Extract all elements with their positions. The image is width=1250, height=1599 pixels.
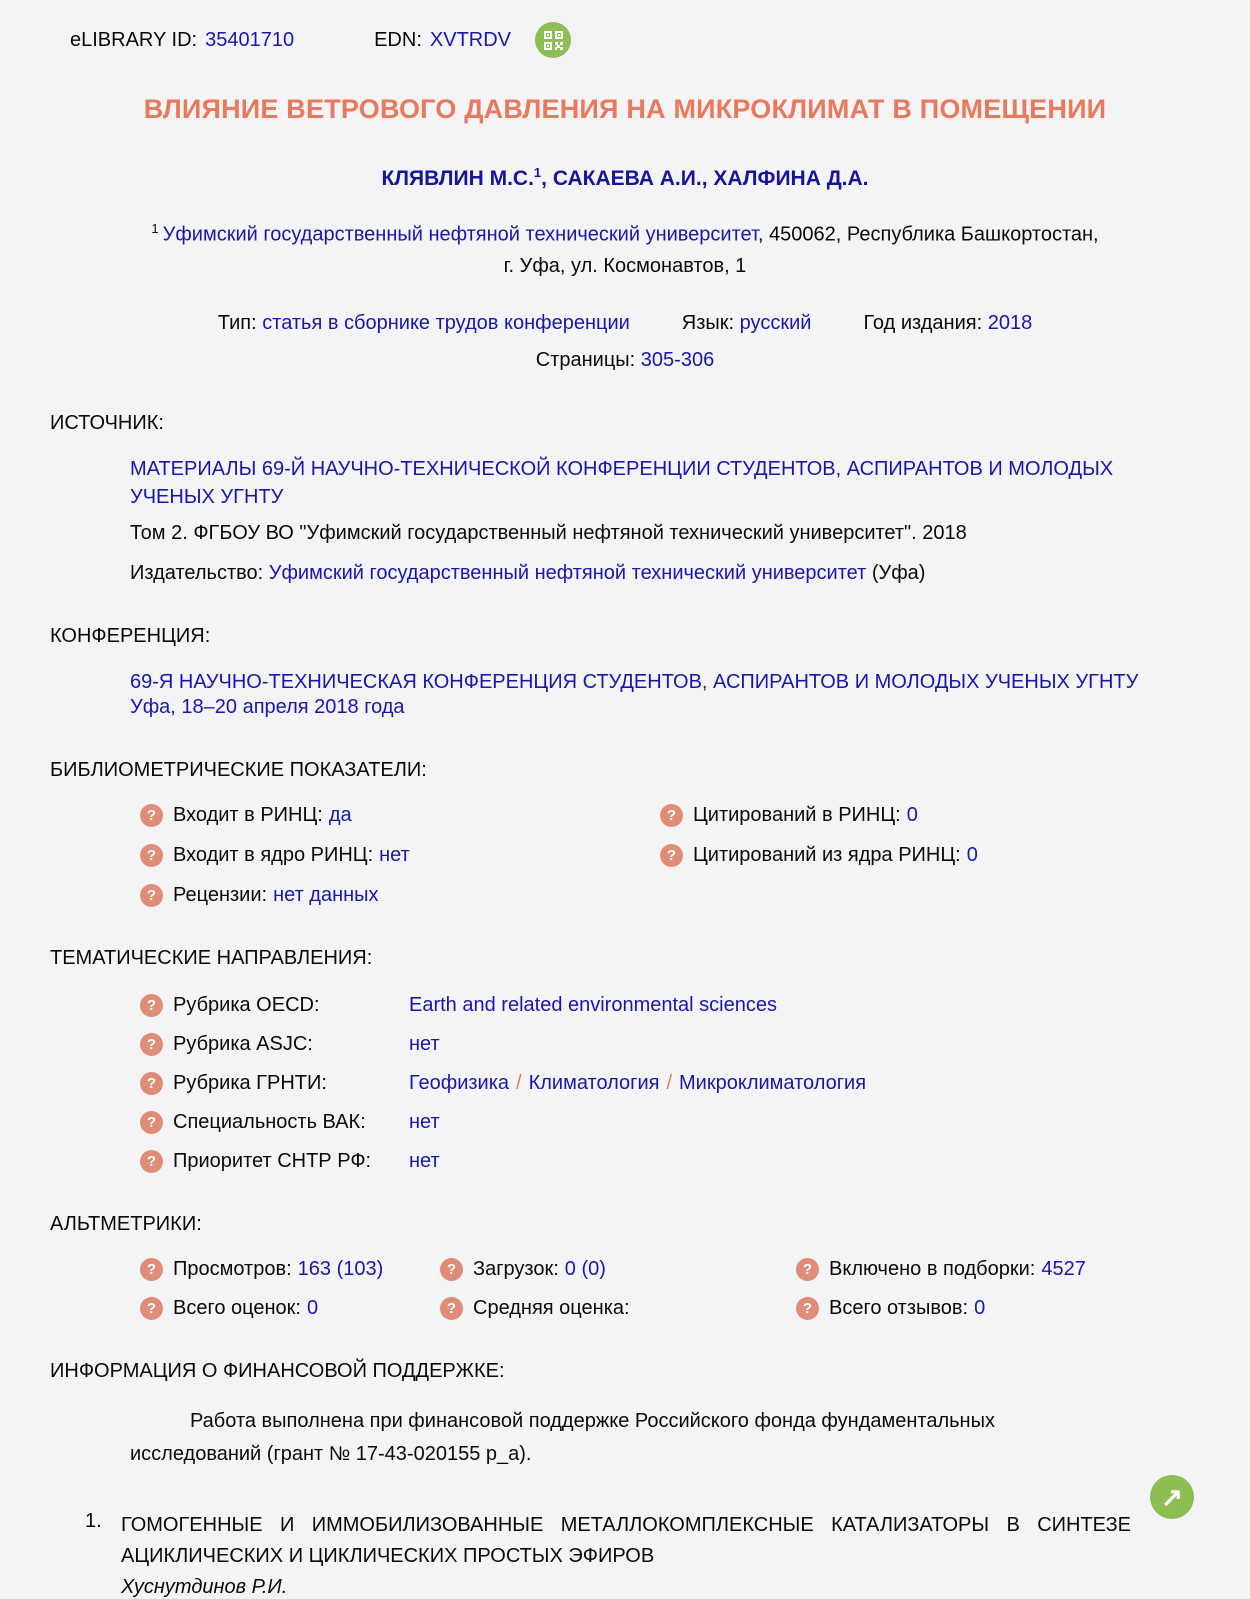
help-icon[interactable]: ? xyxy=(140,804,163,827)
metric-rinc-core-included xyxy=(140,844,660,867)
affiliation-org-link[interactable]: Уфимский государственный нефтяной технический университет xyxy=(162,223,758,246)
metric-label: Входит в ядро РИНЦ: xyxy=(173,844,374,867)
help-icon[interactable]: ? xyxy=(140,1150,163,1173)
page-title: ВЛИЯНИЕ ВЕТРОВОГО ДАВЛЕНИЯ НА МИКРОКЛИМАТ В ПОМЕЩЕНИИ xyxy=(143,94,1107,124)
elibrary-id-value[interactable]: 35401710 xyxy=(205,28,295,51)
metric-label: Цитирований из ядра РИНЦ: xyxy=(693,844,961,867)
publisher-label: Издательство: xyxy=(130,561,264,584)
language-label: Язык: xyxy=(681,311,735,334)
affiliation xyxy=(0,219,1250,282)
authors-line xyxy=(0,165,1250,191)
topic-label: Рубрика OECD: xyxy=(173,994,320,1017)
meta-year xyxy=(863,312,1032,335)
topic-value-link[interactable]: нет xyxy=(409,1033,440,1056)
conference-heading: КОНФЕРЕНЦИЯ: xyxy=(50,624,211,647)
source-title-link[interactable]: МАТЕРИАЛЫ 69-Й НАУЧНО-ТЕХНИЧЕСКОЙ КОНФЕРЕНЦИИ СТУДЕНТОВ, АСПИРАНТОВ И МОЛОДЫХ УЧЕНЫХ УГНТУ xyxy=(130,457,1114,509)
metric-collections xyxy=(796,1258,1086,1281)
slash-separator: / xyxy=(666,1072,673,1095)
external-link-button[interactable] xyxy=(1150,1475,1194,1519)
conference-body xyxy=(130,668,1250,719)
type-value-link[interactable]: статья в сборнике трудов конференции xyxy=(262,311,630,334)
author-link-1[interactable]: КЛЯВЛИН М.С. xyxy=(381,167,534,190)
language-value-link[interactable]: русский xyxy=(739,311,812,334)
source-body xyxy=(130,455,1250,585)
metric-label: Включено в подборки: xyxy=(829,1258,1036,1281)
meta-type xyxy=(218,312,630,335)
source-publisher xyxy=(130,562,1250,585)
meta-language xyxy=(682,312,812,335)
qr-code-icon[interactable] xyxy=(535,22,571,58)
funding-text: Работа выполнена при финансовой поддержке Российского фонда фундаментальных исследований (грант № 17-43-020155 р_а). xyxy=(130,1410,995,1465)
reference-title-link[interactable]: ГОМОГЕННЫЕ И ИММОБИЛИЗОВАННЫЕ МЕТАЛЛОКОМПЛЕКСНЫЕ КАТАЛИЗАТОРЫ В СИНТЕЗЕ АЦИКЛИЧЕСКИХ И ЦИКЛИЧЕСКИХ ПРОСТЫХ ЭФИРОВ xyxy=(121,1514,1131,1567)
help-icon[interactable]: ? xyxy=(440,1297,463,1320)
metric-total-reviews xyxy=(796,1297,1086,1320)
topic-label: Специальность ВАК: xyxy=(173,1111,366,1134)
pages-value-link[interactable]: 305-306 xyxy=(640,348,715,371)
help-icon[interactable]: ? xyxy=(796,1297,819,1320)
metric-reviews xyxy=(140,884,660,907)
topic-label: Рубрика ГРНТИ: xyxy=(173,1072,327,1095)
help-icon[interactable]: ? xyxy=(140,1072,163,1095)
affiliation-line-2: г. Уфа, ул. Космонавтов, 1 xyxy=(503,254,747,277)
metric-label: Рецензии: xyxy=(173,884,268,907)
altmetrics-grid xyxy=(140,1258,1250,1320)
topics-list xyxy=(140,994,1250,1173)
edn-value[interactable]: XVTRDV xyxy=(429,28,512,51)
bibliometrics-heading: БИБЛИОМЕТРИЧЕСКИЕ ПОКАЗАТЕЛИ: xyxy=(50,759,427,782)
source-volume: Том 2. ФГБОУ ВО "Уфимский государственный нефтяной технический университет". 2018 xyxy=(130,522,967,545)
year-value-link[interactable]: 2018 xyxy=(987,311,1033,334)
topic-row-oecd xyxy=(140,994,1250,1017)
affiliation-line-1 xyxy=(0,219,1250,251)
metric-rinc-included xyxy=(140,804,660,827)
topic-label: Приоритет СНТР РФ: xyxy=(173,1150,372,1173)
help-icon[interactable]: ? xyxy=(140,884,163,907)
metric-downloads xyxy=(440,1258,796,1281)
metric-rinc-core-citations xyxy=(660,844,978,867)
metric-value[interactable]: 0 xyxy=(306,1297,319,1320)
author-separator: , xyxy=(701,167,714,190)
altmetrics-heading: АЛЬТМЕТРИКИ: xyxy=(50,1213,202,1236)
metric-label: Загрузок: xyxy=(473,1258,559,1281)
metric-total-ratings xyxy=(140,1297,440,1320)
article-meta xyxy=(0,312,1250,335)
topic-value-link[interactable]: нет xyxy=(409,1150,440,1173)
reference-authors: Хуснутдинов Р.И. xyxy=(121,1576,288,1598)
topic-row-grnti xyxy=(140,1072,1250,1095)
help-icon[interactable]: ? xyxy=(796,1258,819,1281)
metric-value[interactable]: да xyxy=(328,804,352,827)
type-label: Тип: xyxy=(217,311,257,334)
pages-label: Страницы: xyxy=(535,348,636,371)
author-1-affiliation-sup: 1 xyxy=(533,165,542,180)
funding-heading: ИНФОРМАЦИЯ О ФИНАНСОВОЙ ПОДДЕРЖКЕ: xyxy=(50,1360,505,1383)
help-icon[interactable]: ? xyxy=(140,844,163,867)
topic-row-vak xyxy=(140,1111,1250,1134)
affiliation-address: , 450062, Республика Башкортостан, xyxy=(757,223,1099,246)
help-icon[interactable]: ? xyxy=(140,1258,163,1281)
topic-value-link[interactable]: Геофизика xyxy=(409,1072,510,1095)
metric-value[interactable]: 0 xyxy=(974,1297,986,1320)
source-heading: ИСТОЧНИК: xyxy=(50,411,164,434)
topic-row-sntr xyxy=(140,1150,1250,1173)
topic-value-link[interactable]: Климатология xyxy=(528,1072,660,1095)
arrow-up-right-icon: ↗ xyxy=(1161,1481,1183,1512)
publisher-link[interactable]: Уфимский государственный нефтяной технический университет xyxy=(268,561,867,584)
topic-row-asjc xyxy=(140,1033,1250,1056)
topic-value-link[interactable]: нет xyxy=(409,1111,440,1134)
help-icon[interactable]: ? xyxy=(660,844,683,867)
topics-heading: ТЕМАТИЧЕСКИЕ НАПРАВЛЕНИЯ: xyxy=(50,947,373,970)
affiliation-sup: 1 xyxy=(151,221,159,236)
reference-body xyxy=(121,1510,1131,1599)
elibrary-id-label: eLIBRARY ID: xyxy=(70,28,198,51)
metric-average-rating xyxy=(440,1297,796,1320)
metric-value[interactable]: 0 xyxy=(966,844,978,867)
edn-label: EDN: xyxy=(374,28,422,51)
metric-label: Цитирований в РИНЦ: xyxy=(693,804,901,827)
author-separator: , xyxy=(541,167,553,190)
topic-label: Рубрика ASJC: xyxy=(173,1033,313,1056)
reference-number: 1. xyxy=(85,1510,102,1532)
id-bar xyxy=(0,0,1250,58)
slash-separator: / xyxy=(516,1072,522,1095)
conference-title-link[interactable]: 69-Я НАУЧНО-ТЕХНИЧЕСКАЯ КОНФЕРЕНЦИЯ СТУДЕНТОВ, АСПИРАНТОВ И МОЛОДЫХ УЧЕНЫХ УГНТУ xyxy=(130,670,1139,693)
metric-label: Всего оценок: xyxy=(173,1297,301,1320)
help-icon[interactable]: ? xyxy=(660,804,683,827)
metric-label: Всего отзывов: xyxy=(829,1297,969,1320)
author-link-2[interactable]: САКАЕВА А.И. xyxy=(552,167,702,190)
help-icon[interactable]: ? xyxy=(140,1297,163,1320)
year-label: Год издания: xyxy=(863,311,983,334)
metric-label: Входит в РИНЦ: xyxy=(173,804,323,827)
qr-pattern xyxy=(544,31,563,50)
meta-pages xyxy=(0,349,1250,372)
topic-value-link[interactable]: Earth and related environmental sciences xyxy=(409,994,777,1017)
metric-label: Просмотров: xyxy=(173,1258,292,1281)
publisher-city: (Уфа) xyxy=(871,561,926,584)
metric-value[interactable]: 0 (0) xyxy=(564,1258,606,1281)
help-icon[interactable]: ? xyxy=(440,1258,463,1281)
metric-value[interactable]: 4527 xyxy=(1041,1258,1086,1281)
help-icon[interactable]: ? xyxy=(140,1033,163,1056)
conference-location-date[interactable]: Уфа, 18–20 апреля 2018 года xyxy=(130,696,405,719)
metric-views xyxy=(140,1258,440,1281)
metric-rinc-citations xyxy=(660,804,978,827)
metric-value[interactable]: 163 (103) xyxy=(297,1258,384,1281)
metric-value[interactable]: нет xyxy=(379,844,410,867)
topic-value-link[interactable]: Микроклиматология xyxy=(679,1072,867,1095)
author-link-3[interactable]: ХАЛФИНА Д.А. xyxy=(713,167,869,190)
list-item xyxy=(85,1510,1200,1599)
metric-value[interactable]: нет данных xyxy=(273,884,379,907)
help-icon[interactable]: ? xyxy=(140,994,163,1017)
help-icon[interactable]: ? xyxy=(140,1111,163,1134)
metric-value[interactable]: 0 xyxy=(906,804,918,827)
metric-label: Средняя оценка: xyxy=(473,1297,630,1320)
bibliometrics-grid xyxy=(140,804,1250,907)
